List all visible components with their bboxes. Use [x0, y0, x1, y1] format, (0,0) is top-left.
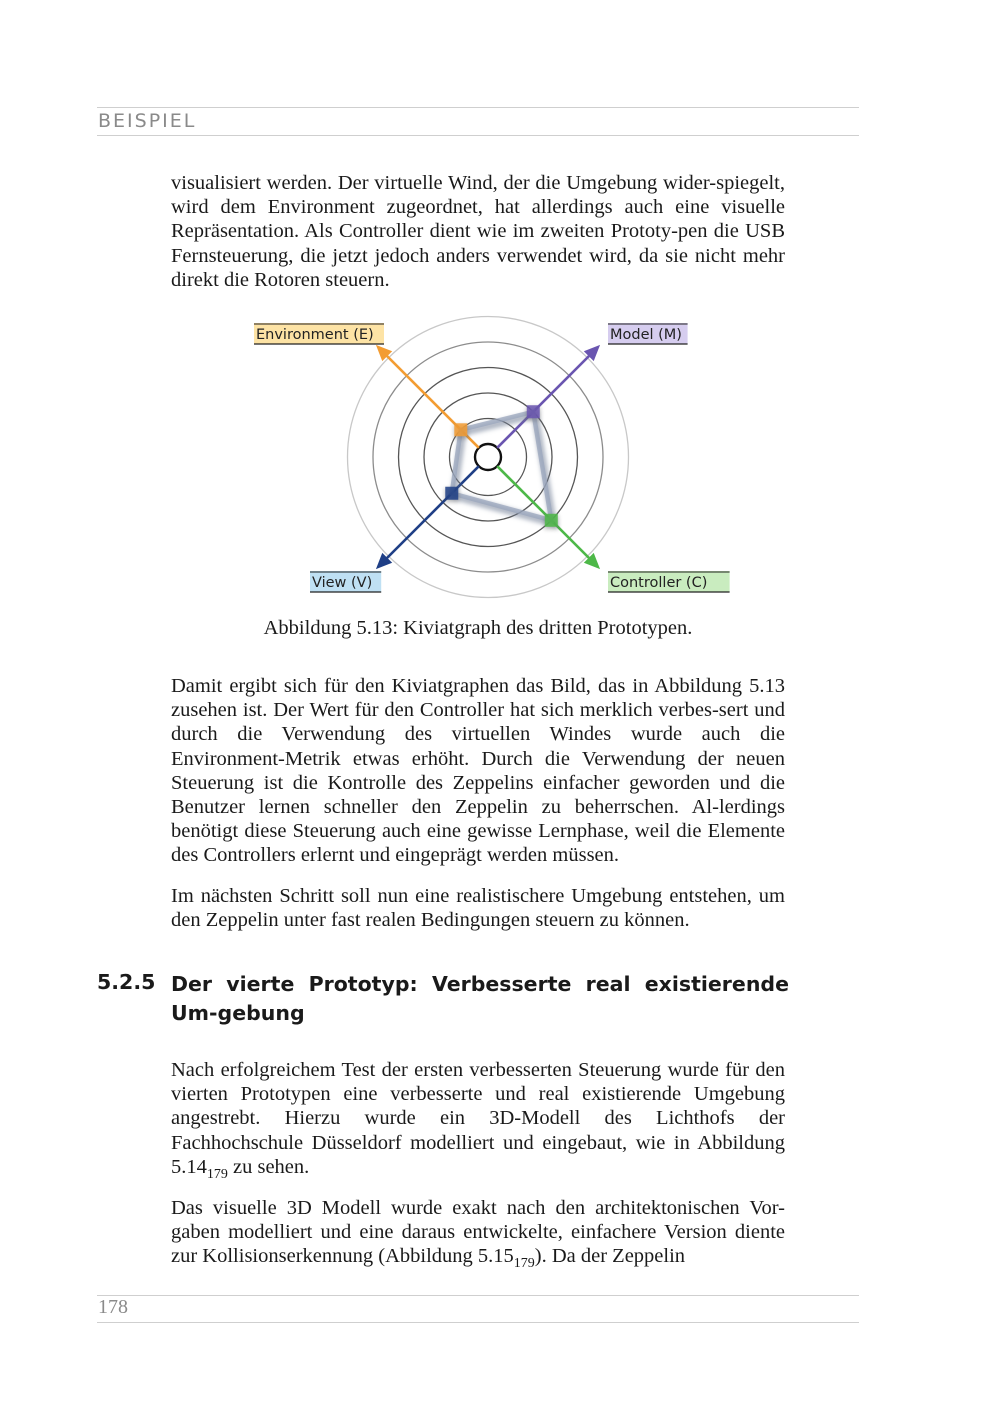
paragraph-5 — [171, 1196, 785, 1277]
kiviat-axis-label: Environment (E) — [256, 327, 374, 343]
figure-caption: Abbildung 5.13: Kiviatgraph des dritten Prototypen. — [263, 617, 693, 639]
kiviat-axis-line — [383, 466, 479, 562]
header-rule-bottom — [97, 135, 859, 136]
footer-rule-top — [97, 1295, 859, 1296]
kiviat-axis-line — [497, 352, 593, 448]
section-title: Der vierte Prototyp: Verbesserte real existierende Um-gebung — [171, 972, 789, 1025]
paragraph-5-page-ref: 179 — [513, 1256, 535, 1272]
kiviat-axis-label: View (V) — [312, 575, 373, 591]
kiviat-point — [527, 405, 540, 418]
paragraph-4-page-ref: 179 — [206, 1166, 228, 1182]
kiviat-point — [545, 514, 558, 527]
kiviat-center — [475, 444, 501, 470]
header-rule-top — [97, 107, 859, 108]
footer-rule-bottom — [97, 1322, 859, 1323]
kiviat-chart — [250, 310, 730, 610]
kiviat-point — [445, 487, 458, 500]
paragraph-3: Im nächsten Schritt soll nun eine realistischere Umgebung entstehen, um den Zeppelin unter fast realen Bedingungen steuern zu können. — [171, 885, 785, 932]
paragraph-1: visualisiert werden. Der virtuelle Wind, der die Umgebung wider-spiegelt, wird dem Environment zugeordnet, hat allerdings auch eine visuelle Repräsentation. Als Controller dient wie im zweiten Prototy-pen die USB Fernsteuerung, die jetzt jedoch anders verwendet wird, da sie nicht mehr direkt die Rotoren steuern. — [171, 172, 785, 291]
page-number: 178 — [98, 1296, 128, 1318]
paragraph-4 — [171, 1058, 785, 1187]
paragraph-2: Damit ergibt sich für den Kiviatgraphen das Bild, das in Abbildung 5.13 zusehen ist. Der Wert für den Controller hat sich merklich verbes-sert und durch die Verwendung des virtuellen Windes wurde auch die Environment-Metrik etwas erhöht. Durch die Verwendung der neuen Steuerung ist die Kontrolle des Zeppelins einfacher geworden und die Benutzer lernen schneller den Zeppelin zu beherrschen. Al-lerdings benötigt diese Steuerung auch eine gewisse Lernphase, weil die Elemente des Controllers erlernt und eingeprägt werden müssen. — [171, 675, 785, 867]
paragraph-4-tail: zu sehen. — [227, 1155, 310, 1178]
kiviat-axis-label: Controller (C) — [610, 575, 708, 591]
kiviat-figure — [250, 310, 730, 614]
running-header: BEISPIEL — [98, 110, 197, 132]
paragraph-5-tail: ). Da der Zeppelin — [534, 1245, 686, 1268]
kiviat-point — [454, 423, 467, 436]
section-number: 5.2.5 — [97, 970, 156, 994]
paragraph-4-text: Nach erfolgreichem Test der ersten verbesserten Steuerung wurde für den vierten Prototypen eine verbesserte und real existierende Umgebung angestrebt. Hierzu wurde ein 3D-Modell des Lichthofs der Fachhochschule Düsseldorf modelliert und eingebaut, wie in Abbildung 5.14 — [171, 1059, 785, 1178]
kiviat-axis-label: Model (M) — [610, 327, 682, 343]
paragraph-5-text: Das visuelle 3D Modell wurde exakt nach den architektonischen Vor-gaben modelliert und eine daraus entwickelte, einfachere Version diente zur Kollisionserkennung (Abbildung 5.15 — [171, 1197, 785, 1268]
